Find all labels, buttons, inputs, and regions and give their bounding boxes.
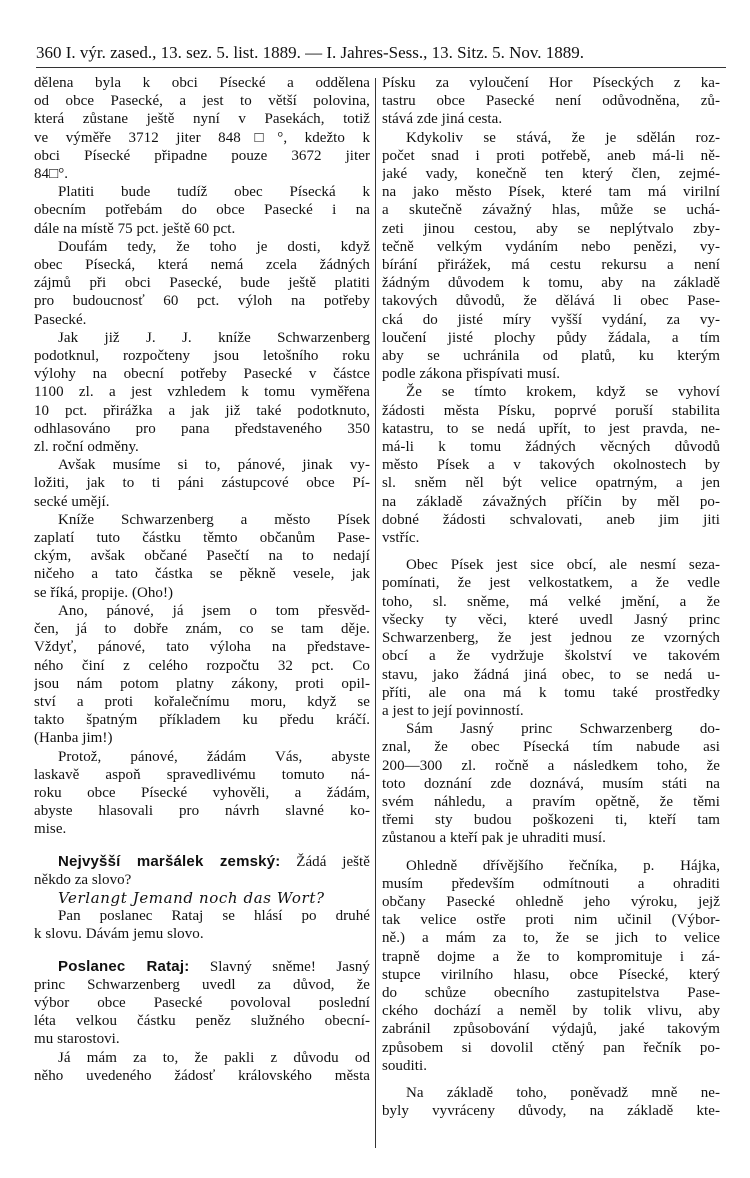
text-line: toto doznání zde doznává, musím státi na [382, 775, 720, 792]
text-line: žádným důvodem k tomu, aby na základě [382, 275, 720, 292]
text-line: na základě závažných příčin by měl po- [382, 493, 720, 510]
text-line: bírání přirážek, má cestu rekursu a není [382, 257, 720, 274]
text-line: příti, ale ona má k tomu také prostředky [382, 684, 720, 701]
text-line: výlohy na obecní potřeby Pasecké v částce [34, 366, 370, 383]
text-line: zeti jinou cestou, aby se neplýtvalo zby- [382, 220, 720, 237]
text-line: Ohledně dřívějšího řečníka, p. Hájka, [406, 857, 720, 874]
text-line: souditi. [382, 1057, 427, 1074]
text-line: secké umějí. [34, 493, 110, 510]
text-line: má-li k tomu žádných věcných důvodů [382, 439, 720, 456]
column-divider [375, 78, 376, 1148]
text-line: občany Pasecké ohledně jeho výroku, jejž [382, 893, 720, 910]
text-line: Jak již J. J. kníže Schwarzenberg [58, 329, 370, 346]
text-line: Pan poslanec Rataj se hlásí po druhé [58, 908, 370, 925]
text-line: Pasecké. [34, 311, 87, 328]
text-line: laskavě aspoň spravedlivému tomuto ná- [34, 766, 370, 783]
text-line: znal, že obec Písecká tím nabude asi [382, 739, 720, 756]
text-line: ckého dochází a neměl by tolik vlivu, aby [382, 1003, 720, 1020]
text-line: někdo za slovo? [34, 871, 132, 888]
text-line: Platiti bude tudíž obec Písecká k [58, 184, 370, 201]
text-line: sl. sněm něl být velice opatrným, a jen [382, 475, 720, 492]
text-line: jaké vady, konečně ten který člen, zejmé- [382, 166, 720, 183]
text-line: musím především odmítnouti a ohraditi [382, 875, 720, 892]
text-line: ložiti, jak to ti páni zástupcové obce Pí- [34, 475, 370, 492]
text-line: takových důvodů, že dělává li obec Pase- [382, 293, 720, 310]
text-line: zájmů při obci Pasecké, bude ještě platiti [34, 275, 370, 292]
text-line: abyste hlasovali pro návrh slavné ko- [34, 803, 370, 820]
text-line: čen, já to dobře znám, co se tam děje. [34, 621, 370, 638]
text-line: (Hanba jim!) [34, 730, 113, 747]
text-line: stává zde jiná cesta. [382, 111, 503, 128]
text-line: dělena byla k obci Písecké a oddělena [34, 75, 370, 91]
text-line: cká do jisté míry vyšší vydání, za vy- [382, 311, 720, 328]
text-line: ve výměře 3712 jiter 848□°, kdežto k [34, 129, 370, 146]
text-line: mise. [34, 821, 67, 838]
text-line: vstříc. [382, 530, 420, 547]
text-line: loučení jisté plochy půdy žádala, a tím [382, 329, 720, 346]
text-line: Na základě toho, poněvadž mně ne- [406, 1084, 720, 1101]
text-line: obec Písecká, která nemá zcela žádných [34, 257, 370, 274]
text-line: trapně dojme a že to kompromituje i zá- [382, 948, 720, 965]
text-line: se říká, propije. (Oho!) [34, 584, 174, 601]
text-line: Kdykoliv se stává, že je sdělán roz- [406, 129, 720, 146]
text-line: obcí a že vydržuje školství ve takovém [382, 648, 720, 665]
text-line: Ano, pánové, já jsem o tom přesvěd- [58, 602, 370, 619]
text-line: obci Písecké připadne pouze 3672 jiter [34, 147, 370, 164]
text-line: od obce Pasecké, a jest to větší polovina, [34, 93, 370, 110]
german-text-line: Verlangt Jemand noch das Wort? [58, 888, 325, 907]
text-line: zůstanou a kteří pak je uhraditi musí. [382, 830, 606, 847]
text-line: Doufám tedy, že toho je dosti, když [58, 238, 370, 255]
text-line: zabránil způsobování výdajů, jaké takovým [382, 1021, 720, 1038]
text-line: zl. roční odměny. [34, 439, 139, 456]
text-line: zaplatí tuto částku těmto občanům Pase- [34, 530, 370, 547]
text-line: podle zákona přispívati musí. [382, 366, 561, 383]
speaker-name: Nejvyšší maršálek zemský: [58, 852, 281, 870]
speaker-name: Poslanec Rataj: [58, 957, 190, 975]
running-header: 360 I. výr. zased., 13. sez. 5. list. 1889. — I. Jahres-Sess., 13. Sitz. 5. Nov. 1889. [36, 43, 585, 62]
text-line: odhlasováno pro pana představeného 350 [34, 420, 370, 437]
text-line: toho, sl. sněme, má velké jmění, a že [382, 593, 720, 610]
text-line: počet snad i proti potřebě, aneb má-li ně- [382, 147, 720, 164]
text-line: žádosti města Písku, poprvé poruší stabilita [382, 402, 720, 419]
header-rule [36, 67, 726, 68]
text-line: jsou nám potom platny zákony, proti opil- [34, 675, 370, 692]
text-line: obecním potřebám do obce Pasecké i na [34, 202, 370, 219]
text-line: katastru, to se nedá upřít, to jest pravda, ne- [382, 420, 720, 437]
text-line: a jest to její povinností. [382, 702, 524, 719]
text-line: třemi sty budou poškozeni ti, kteří tam [382, 812, 720, 829]
text-line: město Písek a v takových okolnostech by [382, 457, 720, 474]
text-line: 84□°. [34, 166, 69, 183]
text-line: Že se tímto krokem, když se vyhoví [406, 384, 720, 401]
text-line: roku obce Písecké vyhověli, a žádám, [34, 784, 370, 801]
text-line: tastru obce Pasecké není odůvodněna, zů- [382, 93, 720, 110]
text-line: Já mám za to, že pakli z důvodu od [58, 1049, 370, 1066]
text-line: ně.) a mám za to, že se jich to velice [382, 930, 720, 947]
text-line: a skutečně závažný hlas, může se uchá- [382, 202, 720, 219]
text-line: na jako město Písek, které tam má virilní [382, 184, 720, 201]
text-line: Kníže Schwarzenberg a město Písek [58, 511, 370, 528]
text-line: takto špatným příkladem ku předu kráčí. [34, 712, 370, 729]
text-line: ného činí z celého rozpočtu 32 pct. Co [34, 657, 370, 674]
text-line: Vždyť, pánové, tato výloha na představe- [34, 639, 370, 656]
text-line: způsobem si dovolil ctěný pan řečník po- [382, 1039, 720, 1056]
text-line: něho uvedeného žádosť královského města [34, 1067, 370, 1084]
text-line: Sám Jasný princ Schwarzenberg do- [406, 721, 720, 738]
text-line: Avšak musíme si to, pánové, jinak vy- [58, 457, 370, 474]
text-line: 1100 zl. a jest vzhledem k tomu vyměřena [34, 384, 370, 401]
text-line: aby se uchránila od platů, ku kterým [382, 348, 720, 365]
text-line: která zůstane ještě nyní v Pasekách, totiž [34, 111, 370, 128]
text-line: podotknul, rozpočteny jsou letošního roku [34, 348, 370, 365]
text-line: léta velkou částku peněz služného obecní- [34, 1013, 370, 1030]
text-line: Obec Písek jest sice obcí, ale nesmí seza- [406, 557, 720, 574]
text-line: pro budoucnosť 60 pct. výloh na potřeby [34, 293, 370, 310]
text-line: pomínati, že jest velkostatkem, a že vedle [382, 575, 720, 592]
text-line: stavu, jako žádná jiná obec, to se nedá u- [382, 666, 720, 683]
text-line: všecky ty věci, které uvedl Jasný princ [382, 611, 720, 628]
text-line: Protož, pánové, žádám Vás, abyste [58, 748, 370, 765]
text-line: princ Schwarzenberg uvedl za důvod, že [34, 976, 370, 993]
text-line: Písku za vyloučení Hor Píseckých z ka- [382, 75, 720, 91]
text-line: do schůze obecního zastupitelstva Pase- [382, 984, 720, 1001]
text-line: ckým, avšak občané Pasečtí na to nedají [34, 548, 370, 565]
text-line: stupce virilního hlasu, obce Písecké, který [382, 966, 720, 983]
right-column [382, 74, 720, 1154]
text-line: tak velice ostře proti nim učinil (Výbor- [382, 912, 720, 929]
text-line: byly vyvráceny důvody, na základě kte- [382, 1103, 720, 1120]
speaker-line: Poslanec Rataj: Slavný sněme! Jasný [58, 957, 370, 975]
text-line: 10 pct. přirážka a jak již také podotknuto, [34, 402, 370, 419]
text-line: Schwarzenberg, že jest jednou ze vzorných [382, 630, 720, 647]
text-line: tečně velkým vydáním nebo penězi, vy- [382, 238, 720, 255]
text-line: 200—300 zl. ročně a následkem toho, že [382, 757, 720, 774]
text-line: k slovu. Dávám jemu slovo. [34, 926, 204, 943]
text-line: ství a proti kořalečnímu moru, když se [34, 693, 370, 710]
text-line: dále na místě 75 pct. ještě 60 pct. [34, 220, 236, 237]
text-line: svém náhledu, a pravím opětně, že těmi [382, 793, 720, 810]
text-line: mu starostovi. [34, 1031, 120, 1048]
left-column [34, 74, 370, 1154]
speaker-line: Nejvyšší maršálek zemský: Žádá ještě [58, 852, 370, 870]
text-line: ničeho a tato částka se pěkně vesele, jak [34, 566, 370, 583]
text-line: výbor obce Pasecké povoloval poslední [34, 994, 370, 1011]
text-line: dobné žádosti schvalovati, aneb jim jiti [382, 511, 720, 528]
